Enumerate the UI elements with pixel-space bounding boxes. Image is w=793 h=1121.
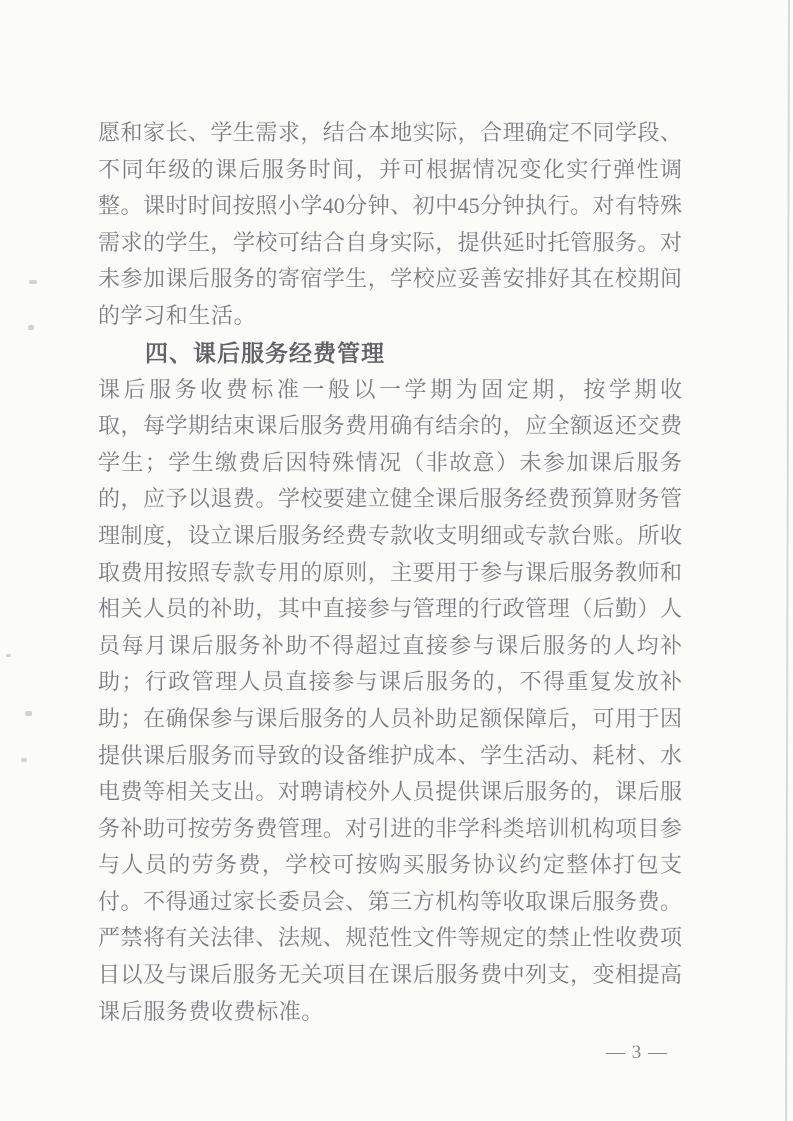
scan-speck (29, 280, 37, 284)
text-line: 学生；学生缴费后因特殊情况（非故意）未参加课后服务 (98, 449, 682, 475)
text-line: 与人员的劳务费，学校可按购买服务协议约定整体打包支 (98, 852, 682, 878)
text-line: 理制度，设立课后服务经费专款收支明细或专款台账。所收 (98, 522, 682, 548)
paragraph-continuation (98, 115, 682, 335)
text-line: 付。不得通过家长委员会、第三方机构等收取课后服务费。 (98, 888, 682, 914)
scan-speck (6, 654, 11, 657)
text-line: 整。课时时间按照小学40分钟、初中45分钟执行。对有特殊 (98, 193, 682, 219)
text-line: 未参加课后服务的寄宿学生，学校应妥善安排好其在校期间 (98, 266, 682, 292)
scan-speck (25, 711, 32, 716)
text-line: 助；行政管理人员直接参与课后服务的，不得重复发放补 (98, 669, 682, 695)
text-line: 的，应予以退费。学校要建立健全课后服务经费预算财务管 (98, 486, 682, 512)
scan-speck (28, 325, 34, 330)
page-number: — 3 — (606, 1042, 668, 1063)
text-line: 的学习和生活。 (98, 302, 257, 328)
section-heading: 四、课后服务经费管理 (145, 339, 385, 366)
scan-edge-line (785, 0, 790, 1121)
text-line: 目以及与课后服务无关项目在课后服务费中列支，变相提高 (98, 962, 682, 988)
text-line: 愿和家长、学生需求，结合本地实际，合理确定不同学段、 (98, 120, 682, 145)
text-line: 助；在确保参与课后服务的人员补助足额保障后，可用于因 (98, 705, 682, 731)
text-line: 课后服务费收费标准。 (98, 998, 325, 1024)
text-line: 取费用按照专款专用的原则，主要用于参与课后服务教师和 (98, 559, 682, 585)
text-line: 需求的学生，学校可结合自身实际，提供延时托管服务。对 (98, 229, 682, 255)
text-line: 不同年级的课后服务时间，并可根据情况变化实行弹性调 (98, 156, 682, 182)
text-line: 务补助可按劳务费管理。对引进的非学科类培训机构项目参 (98, 815, 682, 841)
scan-speck (21, 758, 27, 762)
page-content (98, 115, 682, 1030)
text-line: 员每月课后服务补助不得超过直接参与课后服务的人均补 (98, 632, 682, 658)
text-line: 相关人员的补助，其中直接参与管理的行政管理（后勤）人 (98, 596, 682, 622)
text-line: 严禁将有关法律、法规、规范性文件等规定的禁止性收费项 (98, 925, 682, 951)
text-line: 取，每学期结束课后服务费用确有结余的，应全额返还交费 (98, 413, 682, 439)
text-line: 提供课后服务而导致的设备维护成本、学生活动、耗材、水 (98, 742, 682, 768)
text-line: 电费等相关支出。对聘请校外人员提供课后服务的，课后服 (98, 779, 682, 805)
paragraph-fee-management (98, 372, 682, 1031)
text-line: 课后服务收费标准一般以一学期为固定期，按学期收 (98, 376, 682, 402)
